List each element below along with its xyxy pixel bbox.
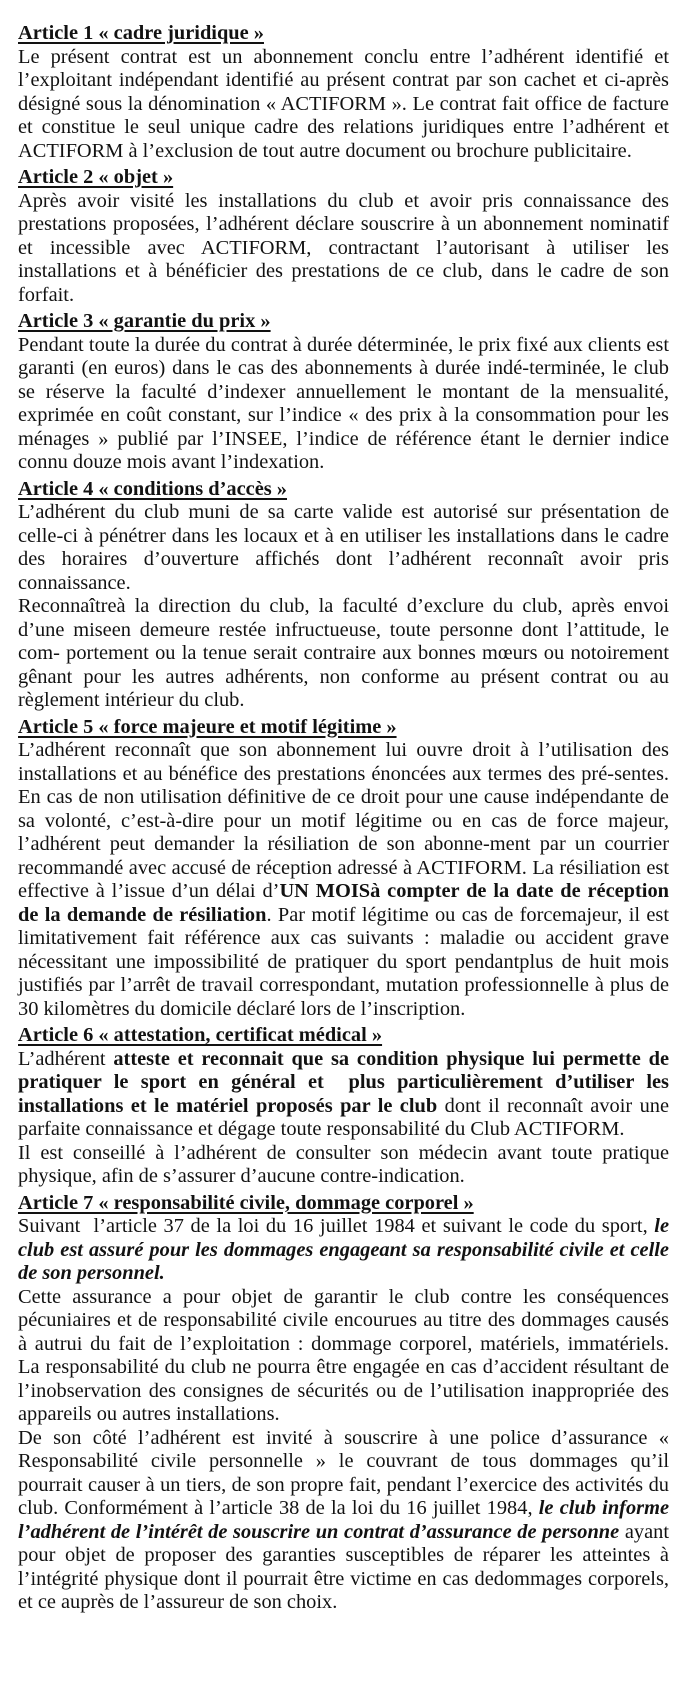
article-7-paragraph-3 — [18, 1426, 675, 1615]
text-segment-bold-italic: le club informe l’adhérent de l’intérêt de souscrire un contrat d’assurance de personne — [18, 1497, 675, 1543]
text-segment: . Par motif légitime ou cas de forcemajeur, il est limitativement fait référence aux cas suivants : maladie ou accident grave nécessitant une impossibilité de pratiquer du sport pendantplus de huit mois justifiés par l’arrêt de travail correspondant, mutation professionnelle à plus de 30 kilomètres du domicile déclaré lors de l’inscription. — [18, 903, 675, 1020]
text-segment: Après avoir visité les installations du club et avoir pris connaissance des prestations proposées, l’adhérent déclare souscrire à un abonnement nominatif et incessible avec ACTIFORM, contractant l’autorisant à utiliser les installations et à bénéficier des prestations de ce club, dans le cadre de son forfait. — [18, 189, 675, 306]
article-7-paragraph-2 — [18, 1285, 675, 1427]
text-segment-bold: atteste et reconnait que sa condition physique lui permette de pratiquer le sport en général et plus particulièrement d’utiliser les installations et le matériel proposés par le club — [18, 1047, 675, 1117]
article-2-paragraph-1 — [18, 189, 675, 308]
article-6 — [18, 1024, 675, 1189]
article-3-heading: Article 3 « garantie du prix » — [18, 310, 271, 332]
text-segment: Reconnaîtreà la direction du club, la faculté d’exclure du club, après envoi d’une miseen demeure restée infructueuse, toute personne dont l’attitude, le com- portement ou la tenue serait contraire aux bonnes mœurs ou notoirement gênant pour les autres adhérents, non conforme au présent contrat ou au règlement intérieur du club. — [18, 595, 675, 711]
text-segment-bold-italic: le club est assuré pour les dommages engageant sa responsabilité civile et celle de son personnel. — [18, 1215, 675, 1284]
text-segment: Pendant toute la durée du contrat à durée déterminée, le prix fixé aux clients est garanti (en euros) dans le cas des abonnements à durée indé-terminée, le club se réserve la faculté d’indexer annuellement le montant de la mensualité, exprimée en coût constant, sur l’indice « des prix à la consommation pour les ménages » publié par l’INSEE, l’indice de référence étant le dernier indice connu douze mois avant l’indexation. — [18, 333, 675, 473]
article-5-heading: Article 5 « force majeure et motif légitime » — [18, 715, 397, 738]
article-3-paragraph-1 — [18, 333, 675, 475]
text-segment: L’adhérent reconnaît que son abonnement lui ouvre droit à l’utilisation des installations et au bénéfice des prestations énoncées aux termes des pré-sentes. En cas de non utilisation définitive de ce droit pour une cause indépendante de sa volonté, c’est-à-dire pour un motif légitime ou en cas de force majeur, l’adhérent peut demander la résiliation de son abonne-ment par un courrier recommandé avec accusé de réception adressé à ACTIFORM. La résiliation est effective à l’issue d’un délai d’ — [18, 739, 675, 902]
article-1 — [18, 22, 675, 163]
article-2 — [18, 166, 675, 307]
text-segment: Cette assurance a pour objet de garantir le club contre les conséquences pécuniaires et de responsabilité civile encourues au titre des dommages causés à autrui du fait de l’exploitation : dommage corporel, matériels, immatériels. La responsabilité du club ne pourra être engagée en cas d’accident résultant de l’inobservation des consignes de sécurités ou de l’utilisation inappropriée des appareils ou autres installations. — [18, 1285, 675, 1425]
article-7-paragraph-1 — [18, 1215, 675, 1286]
article-5-paragraph-1 — [18, 739, 675, 1021]
article-1-heading: Article 1 « cadre juridique » — [18, 22, 264, 44]
article-7-heading: Article 7 « responsabilité civile, dommage corporel » — [18, 1191, 474, 1214]
article-5 — [18, 715, 675, 1022]
article-6-paragraph-2 — [18, 1141, 675, 1189]
text-segment: Suivant l’article 37 de la loi du 16 juillet 1984 et suivant le code du sport, — [18, 1215, 655, 1237]
article-4-heading: Article 4 « conditions d’accès » — [18, 477, 288, 500]
text-segment: Le présent contrat est un abonnement conclu entre l’adhérent identifié et l’exploitant indépendant identifié au présent contrat par son cachet et ci-après désigné sous la dénomination « ACTIFORM ». Le contrat fait office de facture et constitue le seul unique cadre des relations juridiques entre l’adhérent et ACTIFORM à l’exclusion de tout autre document ou brochure publicitaire. — [18, 45, 675, 162]
text-segment: De son côté l’adhérent est invité à souscrire à une police d’assurance « Responsabilité civile personnelle » le couvrant de tous dommages qu’il pourrait causer à un tiers, de son propre fait, pendant l’exercice des activités du club. Conformément à l’article 38 de la loi du 16 juillet 1984, — [18, 1426, 675, 1519]
text-segment: L’adhérent — [18, 1047, 114, 1070]
article-3 — [18, 310, 675, 475]
article-6-heading: Article 6 « attestation, certificat médical » — [18, 1024, 383, 1046]
article-2-heading: Article 2 « objet » — [18, 166, 174, 188]
text-segment: ayant pour objet de proposer des garanties susceptibles de réparer les atteintes à l’intégrité physique dont il pourrait être victime en cas dedommages corporels, et ce auprès de l’assureur de son choix. — [18, 1520, 675, 1613]
text-segment-bold: UN MOISà compter de la date de réception de la demande de résiliation — [18, 880, 675, 926]
article-4-paragraph-2 — [18, 595, 675, 713]
article-1-paragraph-1 — [18, 45, 675, 164]
article-7 — [18, 1191, 675, 1615]
article-4 — [18, 477, 675, 713]
text-segment: dont il reconnaît avoir une parfaite connaissance et dégage toute responsabilité du Club ACTIFORM. — [18, 1094, 675, 1140]
text-segment: L’adhérent du club muni de sa carte valide est autorisé sur présentation de celle-ci à pénétrer dans les locaux et à en utiliser les installations dans le cadre des horaires d’ouverture affichés dont l’adhérent reconnaît avoir pris connaissance. — [18, 501, 675, 594]
text-segment: Il est conseillé à l’adhérent de consulter son médecin avant toute pratique physique, afin de s’assurer d’aucune contre-indication. — [18, 1141, 675, 1187]
article-6-paragraph-1 — [18, 1047, 675, 1142]
article-4-paragraph-1 — [18, 501, 675, 595]
